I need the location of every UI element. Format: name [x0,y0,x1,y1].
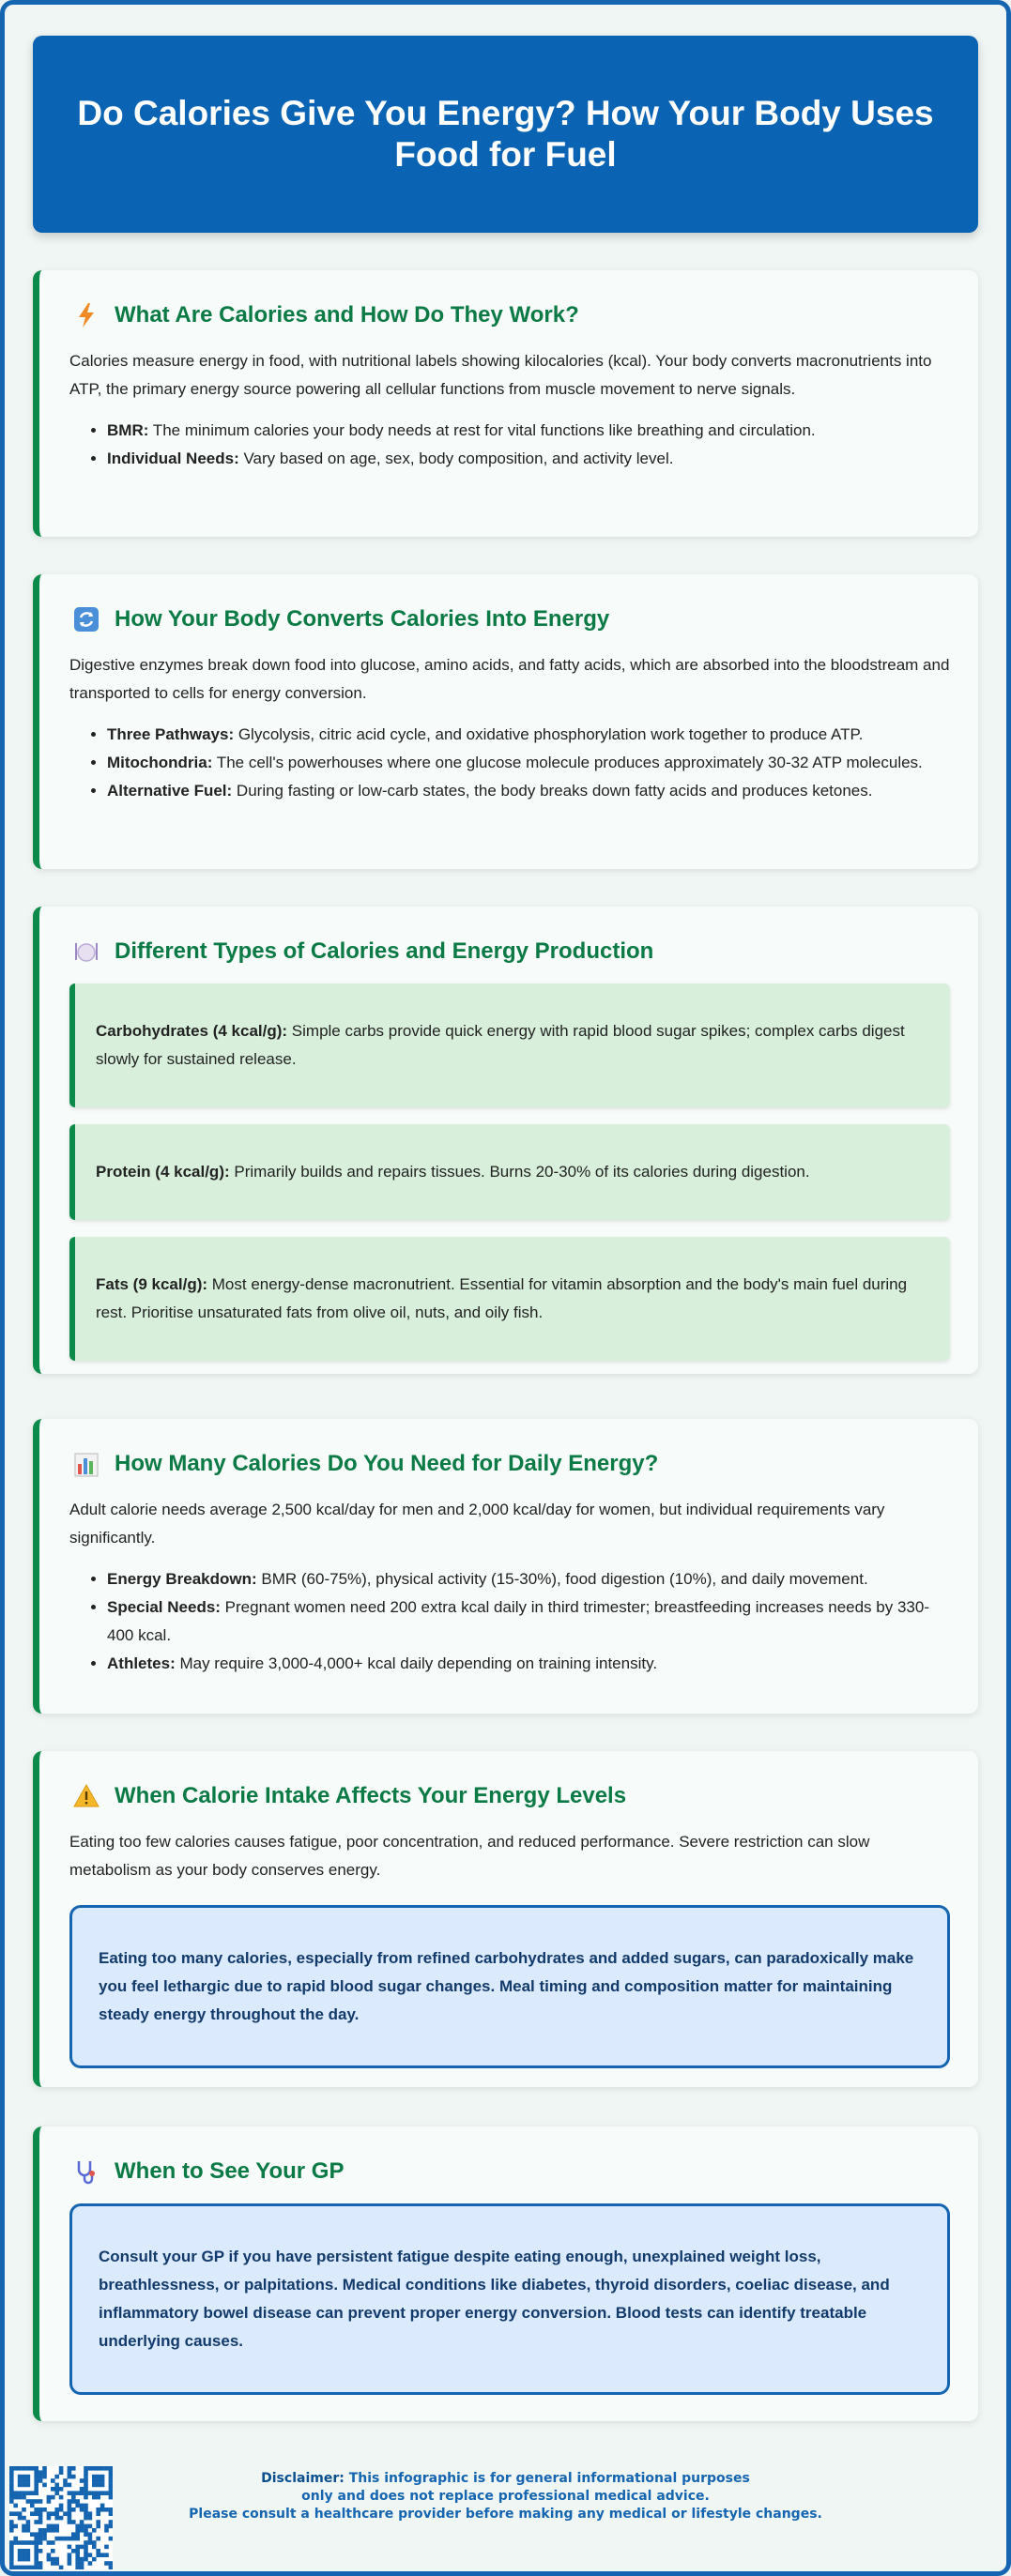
bullet-text: During fasting or low-carb states, the body breaks down fatty acids and produces ketones. [232,782,873,800]
bullet-text: BMR (60-75%), physical activity (15-30%), food digestion (10%), and daily movement. [256,1570,868,1588]
list-item [107,1593,950,1650]
disclaimer-line-2: only and does not replace professional medical advice. [301,2489,710,2504]
bullet-label: Individual Needs: [107,450,239,467]
bullet-label: Energy Breakdown: [107,1570,257,1588]
bullet-text: May require 3,000-4,000+ kcal daily depending on training intensity. [175,1654,658,1672]
section-title: How Your Body Converts Calories Into Energy [115,606,610,632]
section-header [69,1777,950,1815]
box-description: Primarily builds and repairs tissues. Burns 20-30% of its calories during digestion. [229,1163,810,1181]
list-item [107,417,950,445]
bullet-text: Glycolysis, citric acid cycle, and oxidative phosphorylation work together to produce ATP. [234,725,864,743]
section-calories-basics [33,270,978,537]
box-text [96,1158,810,1186]
list-item [107,749,950,777]
refresh-icon [69,602,103,636]
bullet-label: Alternative Fuel: [107,782,233,800]
bullet-text: Vary based on age, sex, body composition, and activity level. [238,450,674,467]
bullet-label: Athletes: [107,1654,176,1672]
page-header [33,36,978,233]
macronutrient-box-protein [69,1124,950,1220]
section-daily-needs [33,1419,978,1714]
stethoscope-icon [69,2155,103,2188]
bar-chart-icon [69,1447,103,1481]
lightning-icon [69,298,103,332]
bullet-text: The cell's powerhouses where one glucose molecule produces approximately 30-32 ATP molecules. [212,754,923,771]
callout-text: Eating too many calories, especially from refined carbohydrates and added sugars, can paradoxically make you feel lethargic due to rapid blood sugar changes. Meal timing and composition matter for maintaining steady energy throughout the day. [99,1949,914,2023]
bullet-text: The minimum calories your body needs at rest for vital functions like breathing and circulation. [148,421,816,439]
box-label: Protein (4 kcal/g): [96,1163,230,1181]
section-energy-conversion [33,574,978,869]
section-header [69,1445,950,1483]
disclaimer-line-1 [122,2470,889,2488]
warning-icon [69,1779,103,1813]
macronutrient-box-carbohydrates [69,983,950,1107]
list-item [107,1650,950,1678]
section-intro: Calories measure energy in food, with nutritional labels showing kilocalories (kcal). Your body converts macronutrients into ATP, the primary energy source powering all cellular functions from muscle movement to nerve signals. [69,352,932,398]
section-header [69,297,950,334]
section-header [69,933,950,970]
callout-box [69,2203,950,2395]
section-title: When to See Your GP [115,2158,345,2184]
bullet-list [69,721,950,805]
section-intro: Eating too few calories causes fatigue, poor concentration, and reduced performance. Severe restriction can slow metabolism as your body conserves energy. [69,1833,870,1879]
macronutrient-box-fats [69,1237,950,1361]
box-text [96,1271,924,1327]
plate-cutlery-icon [69,935,103,968]
section-header [69,2153,950,2190]
disclaimer-line-3: Please consult a healthcare provider before making any medical or lifestyle changes. [189,2507,822,2522]
box-label: Fats (9 kcal/g): [96,1275,208,1293]
section-see-gp [33,2126,978,2421]
bullet-label: Three Pathways: [107,725,235,743]
section-title: When Calorie Intake Affects Your Energy Levels [115,1783,627,1808]
disclaimer-label: Disclaimer: [261,2471,345,2486]
section-calorie-types [33,907,978,1374]
section-intro: Adult calorie needs average 2,500 kcal/day for men and 2,000 kcal/day for women, but individual requirements vary significantly. [69,1501,885,1547]
section-title: What Are Calories and How Do They Work? [115,302,579,328]
box-text [96,1017,924,1074]
bullet-label: BMR: [107,421,149,439]
disclaimer [122,2470,889,2523]
list-item [107,777,950,805]
disclaimer-text: This infographic is for general informational purposes [344,2471,750,2486]
box-description: Most energy-dense macronutrient. Essential for vitamin absorption and the body's main fuel during rest. Prioritise unsaturated fats from olive oil, nuts, and oily fish. [96,1275,908,1321]
page-title: Do Calories Give You Energy? How Your Body Uses Food for Fuel [77,94,934,174]
section-header [69,601,950,638]
list-item [107,1565,950,1593]
section-intake-effects [33,1751,978,2087]
section-title: How Many Calories Do You Need for Daily Energy? [115,1451,659,1476]
callout-box [69,1905,950,2068]
box-label: Carbohydrates (4 kcal/g): [96,1022,288,1040]
callout-text: Consult your GP if you have persistent fatigue despite eating enough, unexplained weight loss, breathlessness, or palpitations. Medical conditions like diabetes, thyroid disorders, coeliac disease, and inflammatory bowel disease can prevent proper energy conversion. Blood tests can identify treatable underlying causes. [99,2248,890,2350]
bullet-list [69,417,950,473]
bullet-label: Mitochondria: [107,754,213,771]
section-intro: Digestive enzymes break down food into glucose, amino acids, and fatty acids, which are absorbed into the bloodstream and transported to cells for energy conversion. [69,656,950,702]
list-item [107,721,950,749]
box-description: Simple carbs provide quick energy with rapid blood sugar spikes; complex carbs digest slowly for sustained release. [96,1022,905,1068]
bullet-label: Special Needs: [107,1598,221,1616]
bullet-list [69,1565,950,1678]
list-item [107,445,950,473]
qr-code [9,2466,113,2569]
bullet-text: Pregnant women need 200 extra kcal daily in third trimester; breastfeeding increases needs by 330-400 kcal. [107,1598,929,1644]
section-title: Different Types of Calories and Energy Production [115,938,654,964]
